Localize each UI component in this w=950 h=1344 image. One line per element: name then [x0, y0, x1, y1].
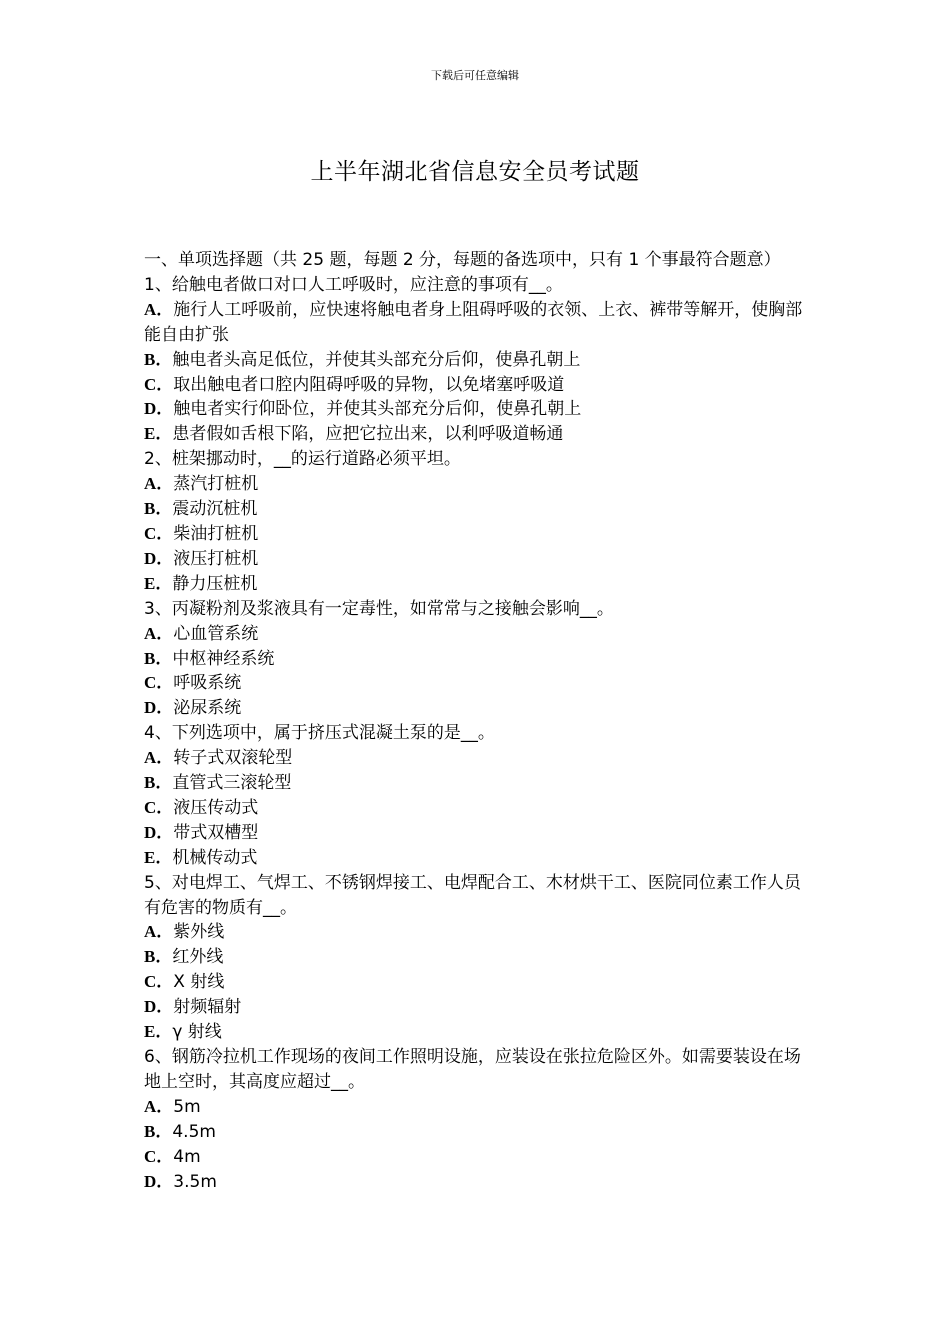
option-text: 4.5m: [172, 1121, 216, 1142]
option-text: 3.5m: [173, 1171, 217, 1192]
option-letter: C．: [144, 797, 174, 817]
option-letter: D．: [144, 698, 174, 718]
question-2-option: [144, 497, 808, 522]
question-6-option: [144, 1095, 808, 1120]
option-letter: E．: [144, 424, 173, 444]
question-2-option: [144, 522, 808, 547]
question-list: [144, 248, 808, 1194]
question-1-option: [144, 373, 808, 398]
question-stem-6: 6、钢筋冷拉机工作现场的夜间工作照明设施，应装设在张拉危险区外。如需要装设在场地上空时，其高度应超过__。: [144, 1047, 801, 1092]
option-letter: E．: [144, 847, 173, 867]
option-letter: D．: [144, 1171, 174, 1191]
option-text: 触电者实行仰卧位，并使其头部充分后仰，使鼻孔朝上: [173, 399, 582, 420]
option-letter: A．: [144, 623, 174, 643]
option-text: X 射线: [173, 972, 225, 993]
question-3-option: [144, 671, 808, 696]
option-text: 5m: [173, 1096, 201, 1117]
option-text: 直管式三滚轮型: [172, 773, 292, 794]
option-letter: A．: [144, 299, 174, 319]
questions-container: [144, 273, 808, 1195]
option-text: 柴油打桩机: [173, 523, 259, 544]
question-6-option: [144, 1145, 808, 1170]
option-letter: A．: [144, 474, 174, 494]
question-4-option: [144, 771, 808, 796]
option-letter: E．: [144, 1022, 173, 1042]
question-2-option: [144, 472, 808, 497]
option-text: 液压打桩机: [173, 548, 259, 569]
question-5-option: [144, 1020, 808, 1045]
option-letter: B．: [144, 648, 173, 668]
question-3-option: [144, 647, 808, 672]
option-letter: C．: [144, 374, 174, 394]
question-stem-2: 2、桩架挪动时，__的运行道路必须平坦。: [144, 449, 461, 470]
option-letter: D．: [144, 997, 174, 1017]
option-text: 心血管系统: [173, 623, 259, 644]
option-text: 转子式双滚轮型: [173, 748, 293, 769]
option-letter: B．: [144, 947, 173, 967]
section-heading: 一、单项选择题（共 25 题，每题 2 分，每题的备选项中，只有 1 个事最符合题意）: [144, 250, 781, 270]
option-text: 紫外线: [173, 922, 225, 943]
question-5-option: [144, 995, 808, 1020]
question-stem-3: 3、丙凝粉剂及浆液具有一定毒性，如常常与之接触会影响__。: [144, 598, 614, 619]
option-letter: D．: [144, 548, 174, 568]
option-letter: B．: [144, 499, 173, 519]
question-6-option: [144, 1120, 808, 1145]
question-stem-5: 5、对电焊工、气焊工、不锈钢焊接工、电焊配合工、木材烘干工、医院同位素工作人员有危害的物质有__。: [144, 872, 801, 918]
option-letter: C．: [144, 1146, 174, 1166]
option-letter: B．: [144, 773, 173, 793]
question-2-option: [144, 547, 808, 572]
option-text: 4m: [173, 1146, 201, 1167]
question-5-option: [144, 945, 808, 970]
question-1-option: [144, 422, 808, 447]
question-4-option: [144, 821, 808, 846]
option-letter: A．: [144, 748, 174, 768]
question-1-option: [144, 397, 808, 422]
option-text: γ 射线: [172, 1022, 222, 1043]
question-2-option: [144, 572, 808, 597]
option-text: 施行人工呼吸前，应快速将触电者身上阻碍呼吸的衣领、上衣、裤带等解开，使胸部能自由扩张: [144, 299, 803, 345]
option-text: 液压传动式: [173, 797, 259, 818]
question-3-option: [144, 696, 808, 721]
header-note: 下载后可任意编辑: [431, 69, 519, 82]
option-letter: A．: [144, 1096, 174, 1116]
option-letter: D．: [144, 399, 174, 419]
option-text: 射频辐射: [173, 997, 242, 1018]
option-text: 静力压桩机: [172, 573, 258, 594]
question-stem-4: 4、下列选项中，属于挤压式混凝土泵的是__。: [144, 723, 495, 744]
option-letter: A．: [144, 922, 174, 942]
option-text: 震动沉桩机: [172, 499, 258, 520]
option-text: 呼吸系统: [173, 673, 242, 694]
page-title: 上半年湖北省信息安全员考试题: [310, 159, 640, 185]
question-3-option: [144, 622, 808, 647]
question-5-option: [144, 970, 808, 995]
option-letter: D．: [144, 822, 174, 842]
option-text: 患者假如舌根下陷，应把它拉出来，以利呼吸道畅通: [172, 424, 564, 445]
option-letter: C．: [144, 523, 174, 543]
option-text: 中枢神经系统: [172, 648, 275, 669]
option-text: 红外线: [172, 947, 224, 968]
question-stem-1: 1、给触电者做口对口人工呼吸时，应注意的事项有__。: [144, 274, 563, 295]
question-5-option: [144, 920, 808, 945]
question-4-option: [144, 746, 808, 771]
question-4-option: [144, 796, 808, 821]
option-text: 触电者头高足低位，并使其头部充分后仰，使鼻孔朝上: [172, 349, 581, 370]
option-letter: B．: [144, 349, 173, 369]
option-text: 取出触电者口腔内阻碍呼吸的异物，以免堵塞呼吸道: [173, 374, 565, 395]
option-letter: C．: [144, 673, 174, 693]
option-text: 泌尿系统: [173, 698, 242, 719]
option-text: 机械传动式: [172, 847, 258, 868]
option-text: 带式双槽型: [173, 822, 259, 843]
option-letter: C．: [144, 972, 174, 992]
option-text: 蒸汽打桩机: [173, 474, 259, 495]
question-4-option: [144, 846, 808, 871]
question-6-option: [144, 1170, 808, 1195]
question-1-option: [144, 298, 808, 348]
option-letter: B．: [144, 1121, 173, 1141]
option-letter: E．: [144, 573, 173, 593]
question-1-option: [144, 348, 808, 373]
